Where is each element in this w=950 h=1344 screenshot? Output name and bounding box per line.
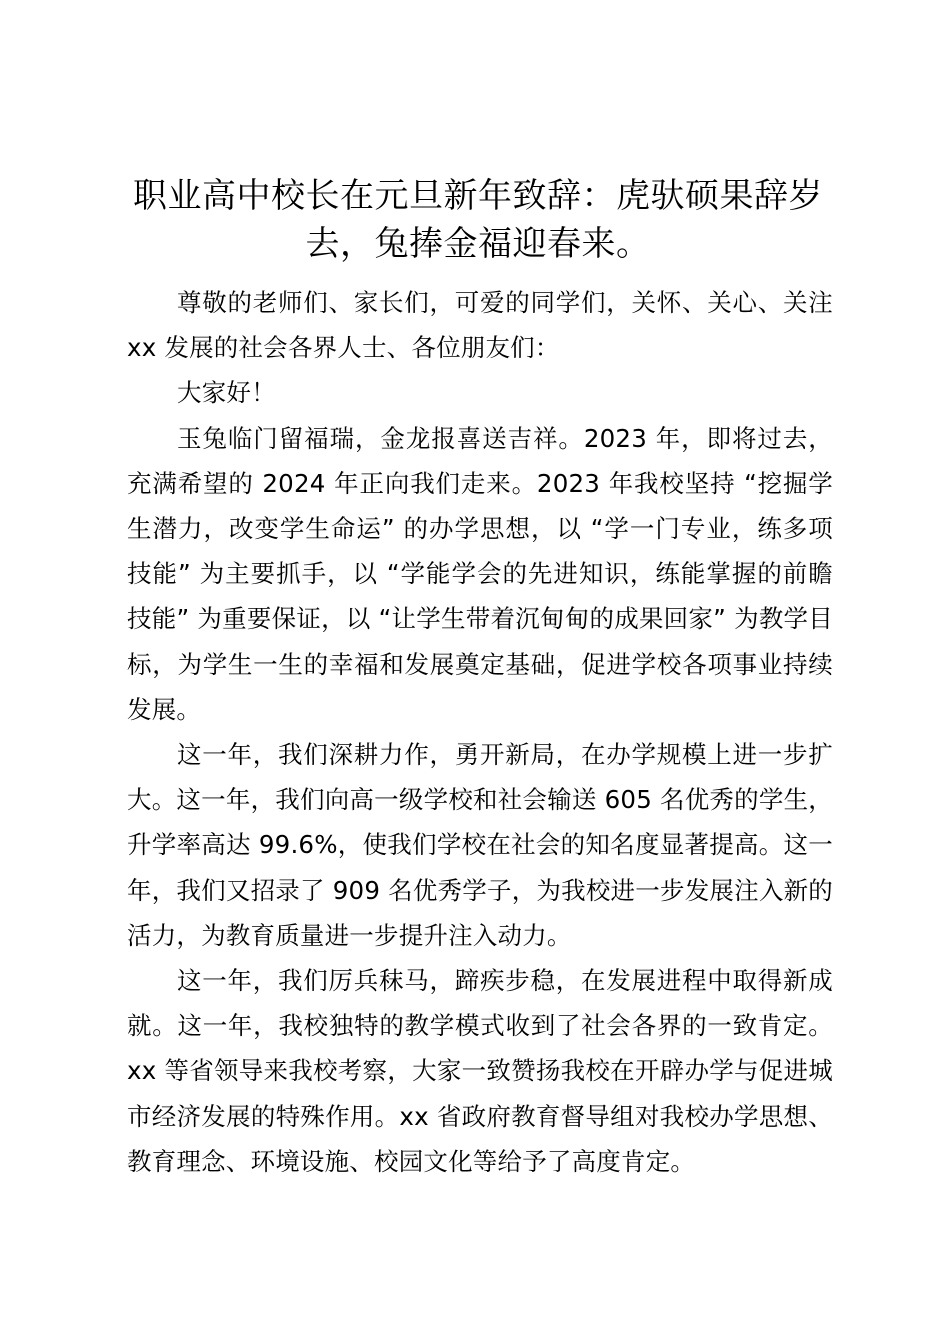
paragraph-greeting: 大家好！ bbox=[177, 378, 276, 408]
paragraph-scale-expansion: 这一年，我们深耕力作，勇开新局，在办学规模上进一步扩大。这一年，我们向高一级学校和社会输送 605 名优秀的学生，升学率高达 99.6%，使我们学校在社会的知名度显著提高。这一年，我们又招录了 909 名优秀学子，为我校进一步发展注入新的活力，为教育质量进一步提升注入动力。 bbox=[127, 740, 833, 950]
paragraph-achievements: 这一年，我们厉兵秣马，蹄疾步稳，在发展进程中取得新成就。这一年，我校独特的教学模式收到了社会各界的一致肯定。xx 等省领导来我校考察，大家一致赞扬我校在开辟办学与促进城市经济发展的特殊作用。xx 省政府教育督导组对我校办学思想、教育理念、环境设施、校园文化等给予了高度肯定。 bbox=[127, 966, 833, 1176]
document-body bbox=[127, 280, 833, 1184]
paragraph-new-year: 玉兔临门留福瑞，金龙报喜送吉祥。2023 年，即将过去，充满希望的 2024 年正向我们走来。2023 年我校坚持 “挖掘学生潜力，改变学生命运” 的办学思想，以 “学一门专业，练多项技能” 为主要抓手，以 “学能学会的先进知识，练能掌握的前瞻技能” 为重要保证，以 “让学生带着沉甸甸的成果回家” 为教学目标，为学生一生的幸福和发展奠定基础，促进学校各项事业持续发展。 bbox=[127, 423, 833, 724]
document-title: 职业高中校长在元旦新年致辞：虎驮硕果辞岁去，兔捧金福迎春来。 bbox=[133, 176, 823, 264]
paragraph-salutation: 尊敬的老师们、家长们，可爱的同学们，关怀、关心、关注 xx 发展的社会各界人士、各位朋友们： bbox=[127, 288, 833, 363]
